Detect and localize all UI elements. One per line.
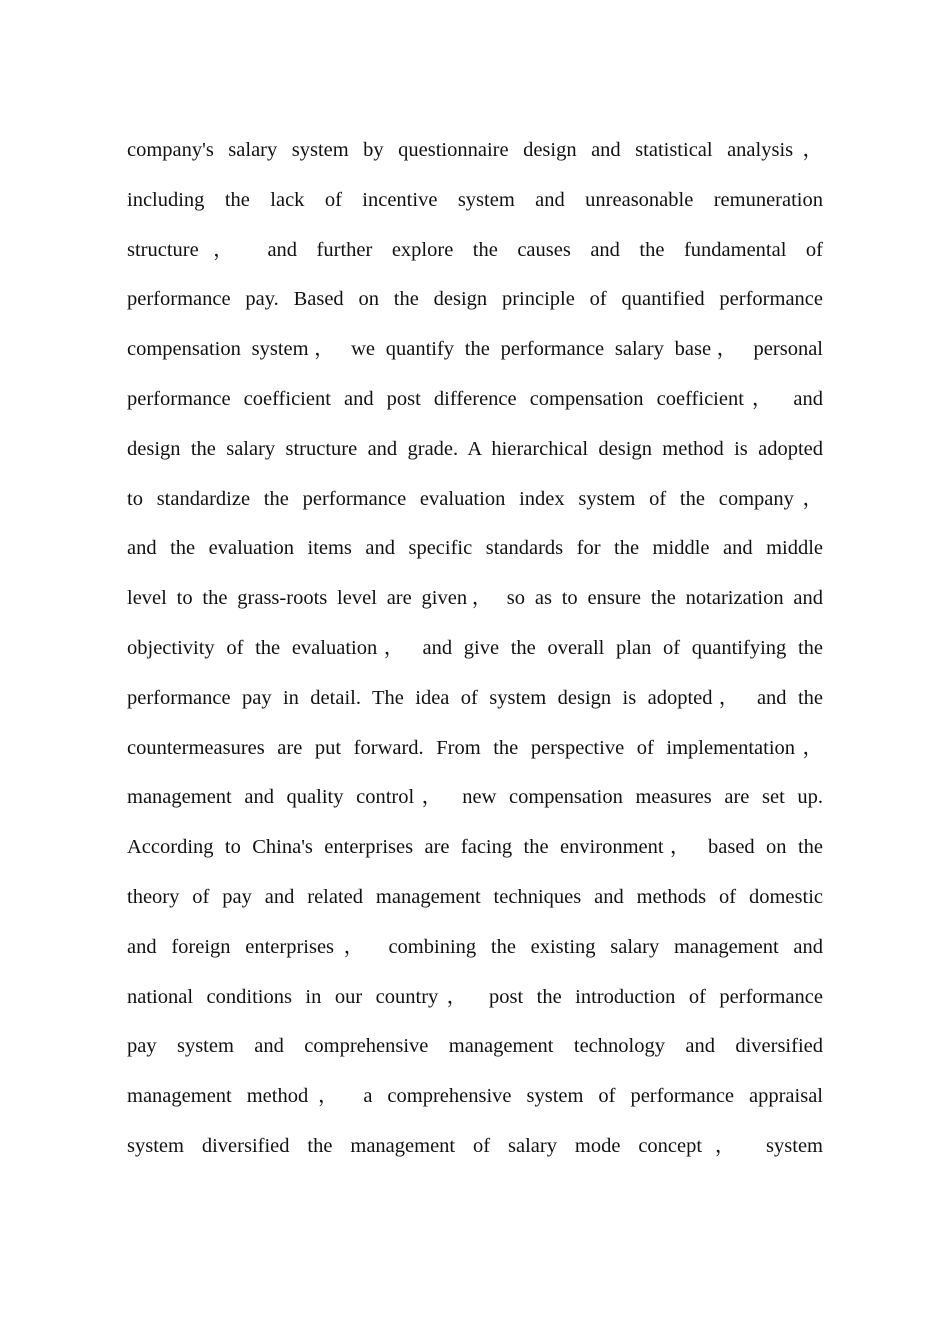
text-line: structure， and further explore the causes and the fundamental of: [127, 238, 823, 261]
text-line: design the salary structure and grade. A hierarchical design method is adopted: [127, 437, 823, 460]
text-line: and foreign enterprises， combining the existing salary management and: [127, 935, 823, 958]
text-line: including the lack of incentive system and unreasonable remuneration: [127, 188, 823, 211]
text-line: theory of pay and related management techniques and methods of domestic: [127, 885, 823, 908]
text-line: level to the grass-roots level are given， so as to ensure the notarization and: [127, 587, 823, 610]
text-line: national conditions in our country， post the introduction of performance: [127, 985, 823, 1008]
text-line: objectivity of the evaluation， and give the overall plan of quantifying the: [127, 636, 823, 659]
text-line: management method， a comprehensive system of performance appraisal: [127, 1085, 823, 1108]
text-line: compensation system， we quantify the performance salary base， personal: [127, 338, 823, 361]
text-line: management and quality control， new compensation measures are set up.: [127, 786, 823, 809]
text-line: performance pay. Based on the design principle of quantified performance: [127, 288, 823, 311]
text-line: system diversified the management of salary mode concept， system: [127, 1134, 823, 1157]
text-line: pay system and comprehensive management technology and diversified: [127, 1035, 823, 1058]
text-line: According to China's enterprises are facing the environment， based on the: [127, 836, 823, 859]
text-line: performance pay in detail. The idea of system design is adopted， and the: [127, 686, 823, 709]
body-paragraph: [127, 126, 823, 1172]
text-line: and the evaluation items and specific standards for the middle and middle: [127, 537, 823, 560]
text-line: to standardize the performance evaluation index system of the company，: [127, 487, 823, 510]
text-line: company's salary system by questionnaire design and statistical analysis，: [127, 139, 823, 161]
text-line: countermeasures are put forward. From the perspective of implementation，: [127, 736, 823, 759]
text-line: performance coefficient and post difference compensation coefficient， and: [127, 387, 823, 410]
